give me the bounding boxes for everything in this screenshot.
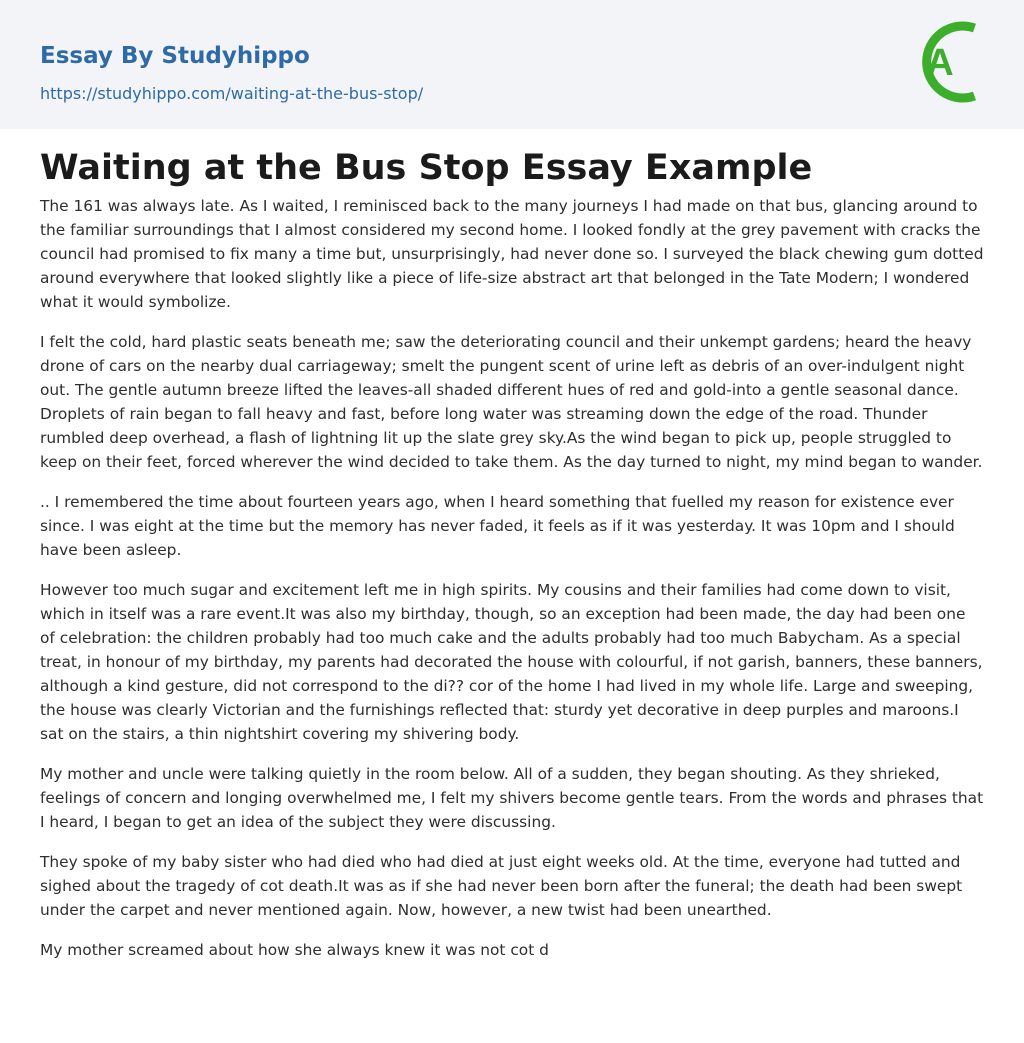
essay-paragraph: .. I remembered the time about fourteen years ago, when I heard something that fuelled my reason for existence ever since. I was eight at the time but the memory has never faded, it feels as if it was yesterday. It was 10pm and I should have been asleep.	[40, 493, 955, 559]
essay-paragraph: They spoke of my baby sister who had died who had died at just eight weeks old. At the time, everyone had tutted and sighed about the tragedy of cot death.It was as if she had never been born after the funeral; the death had been swept under the carpet and never mentioned again. Now, however, a new twist had been unearthed.	[40, 853, 963, 919]
site-header	[0, 0, 1024, 129]
essay-paragraph: My mother screamed about how she always knew it was not cot d	[40, 941, 549, 959]
logo-letter: A	[926, 42, 954, 84]
essay-body	[40, 194, 984, 978]
page-title: Waiting at the Bus Stop Essay Example	[40, 148, 813, 188]
source-url-link[interactable]: https://studyhippo.com/waiting-at-the-bus-stop/	[40, 84, 424, 103]
essay-paragraph: I felt the cold, hard plastic seats beneath me; saw the deteriorating council and their unkempt gardens; heard the heavy drone of cars on the nearby dual carriageway; smelt the pungent scent of urine left as debris of an over-indulgent night out. The gentle autumn breeze lifted the leaves-all shaded different hues of red and gold-into a gentle seasonal dance. Droplets of rain began to fall heavy and fast, before long water was streaming down the edge of the road. Thunder rumbled deep overhead, a flash of lightning lit up the slate grey sky.As the wind began to pick up, people struggled to keep on their feet, forced wherever the wind decided to take them. As the day turned to night, my mind began to wander.	[40, 333, 983, 471]
essay-paragraph: The 161 was always late. As I waited, I reminisced back to the many journeys I had made on that bus, glancing around to the familiar surroundings that I almost considered my second home. I looked fondly at the grey pavement with cracks the council had promised to fix many a time but, unsurprisingly, had never done so. I surveyed the black chewing gum dotted around everywhere that looked slightly like a piece of life-size abstract art that belonged in the Tate Modern; I wondered what it would symbolize.	[40, 197, 984, 311]
studyhippo-logo-icon[interactable]	[910, 19, 988, 105]
site-brand[interactable]: Essay By Studyhippo	[40, 43, 310, 69]
essay-paragraph: My mother and uncle were talking quietly in the room below. All of a sudden, they began shouting. As they shrieked, feelings of concern and longing overwhelmed me, I felt my shivers become gentle tears. From the words and phrases that I heard, I began to get an idea of the subject they were discussing.	[40, 765, 984, 831]
essay-paragraph: However too much sugar and excitement left me in high spirits. My cousins and their families had come down to visit, which in itself was a rare event.It was also my birthday, though, so an exception had been made, the day had been one of celebration: the children probably had too much cake and the adults probably had too much Babycham. As a special treat, in honour of my birthday, my parents had decorated the house with colourful, if not garish, banners, these banners, although a kind gesture, did not correspond to the di?? cor of the home I had lived in my whole life. Large and sweeping, the house was clearly Victorian and the furnishings reflected that: sturdy yet decorative in deep purples and maroons.I sat on the stairs, a thin nightshirt covering my shivering body.	[40, 581, 983, 743]
